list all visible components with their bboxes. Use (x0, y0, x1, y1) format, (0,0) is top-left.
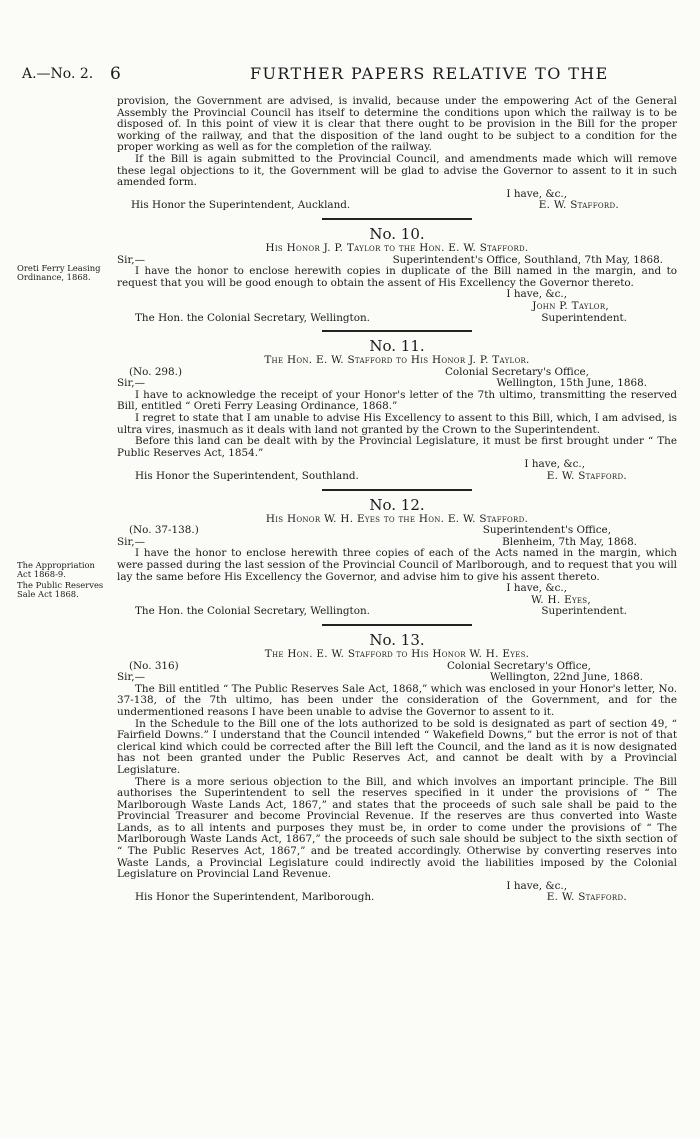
letter-paragraph-2: I regret to state that I am unable to advise His Excellency to assent to this Bill, which, I am advised, is ultra vires, inasmuch as it deals with land not granted by the Crown to the Superintendent. (117, 412, 677, 436)
signoff-row (117, 606, 677, 618)
letter-number: No. 13. (369, 630, 425, 649)
signature-title: Superintendent. (541, 605, 627, 618)
intro-addressee: His Honor the Superintendent, Auckland. (131, 199, 351, 212)
margin-note-appropriation: The Appropriation Act 1868-9. (17, 559, 95, 580)
page-header (22, 66, 682, 86)
salutation: Sir,— (117, 671, 145, 684)
margin-note-reserves: The Public Reserves Sale Act 1868. (17, 579, 104, 600)
intro-paragraph-2: If the Bill is again submitted to the Provincial Council, and amendments made which will remove these legal objections to it, the Government will be glad to advise the Governor to assent to it in such amended form. (117, 152, 677, 189)
intro-paragraph-1: provision, the Government are advised, is invalid, because under the empowering Act of the General Assembly the Provincial Council has itself to determine the conditions upon which the railway is to be disposed of. In this point of view it is clear that there ought to be provision in the Bill for the proper working of the railway, and that the disposition of the land ought to be subject to a condition for the proper working as well as for the completion of the railway. (117, 95, 677, 154)
addressee: His Honor the Superintendent, Marlborough. (135, 891, 375, 904)
closing: I have, &c., (506, 288, 567, 301)
reference-number: (No. 316) (129, 659, 179, 672)
office-line-2: Wellington, 15th June, 1868. (496, 377, 647, 390)
signature: John P. Taylor, (532, 299, 609, 312)
closing: I have, &c., (506, 879, 567, 892)
letter-no-11 (117, 338, 677, 491)
section-divider (322, 330, 472, 332)
office-line-1: Colonial Secretary's Office, (444, 365, 589, 378)
letter-paragraph-1: The Bill entitled “ The Public Reserves Sale Act, 1868,” which was enclosed in your Honor's letter, No. 37-138, of the 7th ultimo, has been under the consideration of the Government, and for the undermentioned reasons I have been unable to advise the Governor to assent to it. (117, 682, 677, 718)
letter-body: I have the honor to enclose herewith three copies of each of the Acts named in the margin, which were passed during the last session of the Provincial Council of Marlborough, and to request that you will lay the same before His Excellency the Governor, and advise him to give his assent thereto. (117, 547, 677, 583)
letter-paragraph-2: In the Schedule to the Bill one of the lots authorized to be sold is designated as part of section 49, “ Fairfield Downs.” I understand that the Council intended “ Wakefield Downs,” but the error is not of that clerical kind which could be corrected after the Bill left the Council, and the land as it is now designated has not been granted under the Public Reserves Act, and cannot be dealt with by a Provincial Legislature. (117, 717, 677, 776)
letter-heading: The Hon. E. W. Stafford to His Honor W. H. Eyes. (264, 647, 530, 660)
section-divider (322, 489, 472, 491)
salutation: Sir,— (117, 535, 145, 548)
letter-number: No. 12. (369, 495, 425, 514)
office-line-1: Superintendent's Office, (482, 524, 611, 537)
letter-heading: The Hon. E. W. Stafford to His Honor J. P. Taylor. (264, 354, 530, 367)
office-line-1: Colonial Secretary's Office, (446, 659, 591, 672)
signoff-row (117, 471, 677, 483)
letter-body: I have the honor to enclose herewith copies in duplicate of the Bill named in the margin, and to request that you will be good enough to obtain the assent of His Excellency the Governor thereto. (117, 265, 677, 289)
closing: I have, &c., (524, 458, 585, 471)
signature-title: Superintendent. (541, 311, 627, 324)
signature: E. W. Stafford. (546, 891, 627, 904)
letter-heading: His Honor W. H. Eyes to the Hon. E. W. Stafford. (265, 512, 529, 525)
letter-office-row (117, 672, 677, 684)
signoff-row (117, 892, 677, 904)
letter-paragraph-3: There is a more serious objection to the Bill, and which involves an important principle. The Bill authorises the Superintendent to sell the reserves specified in it under the provisions of “ The Marlborough Waste Lands Act, 1867,” and states that the proceeds of such sale shall be paid to the Provincial Treasurer and become Provincial Revenue. If the reserves are thus converted into Waste Lands, as to all intents and purposes they must be, in order to come under the provisions of “ The Marlborough Waste Lands Act, 1867,” the proceeds of such sale should be subject to the sixth section of “ The Public Reserves Act, 1867,” and be treated accordingly. Otherwise by converting reserves into Waste Lands, a Provincial Legislature could indirectly avoid the liabilities imposed by the Colonial Legislature on Provincial Land Revenue. (117, 775, 677, 881)
letter-paragraph-1: I have to acknowledge the receipt of your Honor's letter of the 7th ultimo, transmitting the reserved Bill, entitled “ Oreti Ferry Leasing Ordinance, 1868.” (117, 388, 677, 413)
intro-closing: I have, &c., (506, 187, 567, 200)
intro-signature: E. W. Stafford. (538, 199, 619, 212)
signoff-row (117, 313, 677, 325)
signature: E. W. Stafford. (546, 470, 627, 483)
page-number: 6 (110, 64, 121, 84)
letter-number: No. 11. (369, 337, 425, 356)
salutation: Sir,— (117, 377, 145, 390)
document-body (17, 95, 677, 904)
addressee: The Hon. the Colonial Secretary, Wellington. (135, 311, 370, 324)
office-line: Superintendent's Office, Southland, 7th May, 1868. (392, 253, 663, 266)
letter-paragraph-3: Before this land can be dealt with by the Provincial Legislature, it must be first brought under “ The Public Reserves Act, 1854.” (117, 435, 677, 459)
running-title: FURTHER PAPERS RELATIVE TO THE (250, 64, 609, 83)
closing: I have, &c., (506, 582, 567, 595)
addressee: His Honor the Superintendent, Southland. (135, 470, 359, 483)
section-divider (322, 624, 472, 626)
office-line-2: Wellington, 22nd June, 1868. (490, 671, 643, 684)
margin-note: Oreti Ferry Leasing Ordinance, 1868. (17, 262, 101, 283)
letter-no-12 (17, 495, 677, 626)
paper-reference: A.—No. 2. (22, 66, 94, 82)
reference-number: (No. 37-138.) (129, 524, 199, 537)
office-line-2: Blenheim, 7th May, 1868. (502, 535, 637, 548)
intro-signoff (117, 200, 677, 212)
reference-number: (No. 298.) (129, 365, 183, 378)
letter-no-10 (17, 224, 677, 332)
section-divider (322, 218, 472, 220)
letter-no-13 (117, 632, 677, 904)
signature: W. H. Eyes, (531, 593, 591, 606)
salutation: Sir,— (117, 253, 145, 266)
addressee: The Hon. the Colonial Secretary, Wellington. (135, 605, 370, 618)
letter-heading: His Honor J. P. Taylor to the Hon. E. W. Stafford. (265, 241, 529, 254)
letter-number: No. 10. (369, 224, 425, 243)
